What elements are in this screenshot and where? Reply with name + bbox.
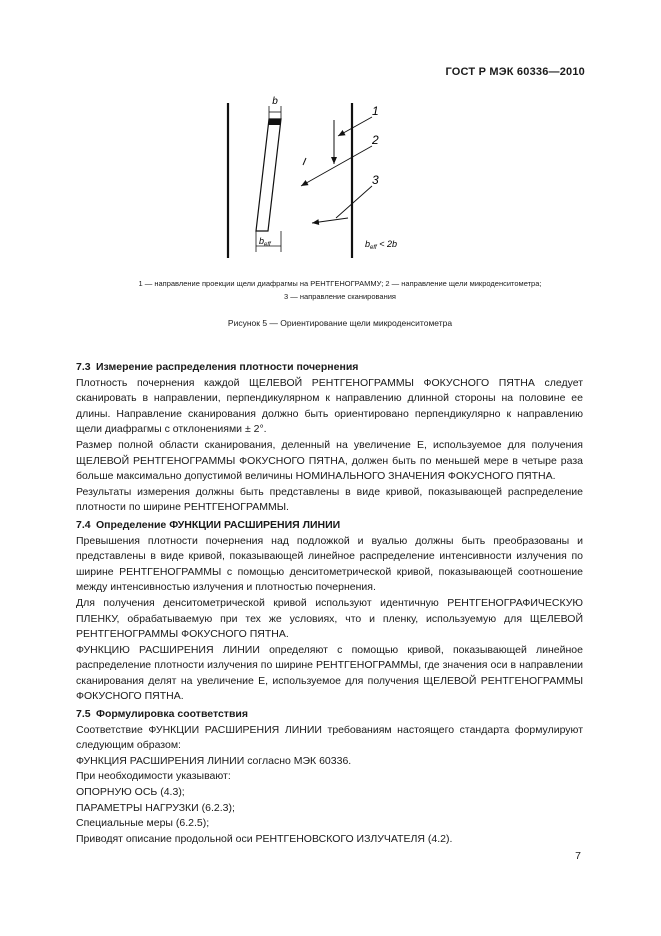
section-7-5-line-5: Специальные меры (6.2.5); xyxy=(76,817,210,830)
figure-5 xyxy=(0,0,661,300)
section-7-3-paragraph-1: Плотность почернения каждой ЩЕЛЕВОЙ РЕНТГЕНОГРАММЫ ФОКУСНОГО ПЯТНА следует сканировать в направлении, перпендикулярном к направлению длинной стороны на половине ее длины. Направление сканирования должно быть ориентировано перпендикулярно к направлению щели диафрагмы с отклонениями ± 2°. xyxy=(76,376,583,436)
section-7-5-line-4: ПАРАМЕТРЫ НАГРУЗКИ (6.2.3); xyxy=(76,801,235,814)
section-7-4-paragraph-3: ФУНКЦИЮ РАСШИРЕНИЯ ЛИНИИ определяют с помощью кривой, показывающей линейное распределение плотности излучения по ширине РЕНТГЕНОГРАММЫ, где значения оси в направлении сканирования делят на увеличение E, используемое для получения ЩЕЛЕВОЙ РЕНТГЕНОГРАММЫ ФОКУСНОГО ПЯТНА. xyxy=(76,643,583,703)
callout-1: 1 xyxy=(372,104,379,118)
section-7-4-paragraph-2: Для получения денситометрической кривой используют идентичную РЕНТГЕНОГРАФИЧЕСКУЮ ПЛЕНКУ, обрабатываемую при тех же условиях, что и пленку, используемую для ЩЕЛЕВОЙ РЕНТГЕНОГРАММЫ ФОКУСНОГО ПЯТНА. xyxy=(76,596,583,641)
slit-direction-tick xyxy=(303,158,306,165)
callout-3: 3 xyxy=(372,173,379,187)
figure-caption: Рисунок 5 — Ориентирование щели микроденситометра xyxy=(227,318,453,328)
section-7-5-line-6: Приводят описание продольной оси РЕНТГЕНОВСКОГО ИЗЛУЧАТЕЛЯ (4.2). xyxy=(76,832,453,845)
section-7-5-paragraph-1: Соответствие ФУНКЦИИ РАСШИРЕНИЯ ЛИНИИ требованиям настоящего стандарта формулируют следующим образом: xyxy=(76,723,583,752)
callout-3-leader xyxy=(336,186,372,218)
label-formula: $b_{eff} < 2b$ xyxy=(365,239,397,251)
slit-rectangle xyxy=(256,119,281,231)
figure-notes-line-1: 1 — направление проекции щели диафрагмы на РЕНТГЕНОГРАММУ; 2 — направление щели микроденситометра; xyxy=(138,279,542,288)
section-7-5-line-1: ФУНКЦИЯ РАСШИРЕНИЯ ЛИНИИ согласно МЭК 60336. xyxy=(76,754,352,767)
callout-1-leader xyxy=(338,117,372,136)
section-7-5-heading: 7.5 Формулировка соответствия xyxy=(76,708,248,721)
section-7-5-line-2: При необходимости указывают: xyxy=(76,770,231,783)
callout-2: 2 xyxy=(372,133,379,147)
section-7-3-heading: 7.3 Измерение распределения плотности почернения xyxy=(76,361,359,373)
document-body xyxy=(76,358,583,847)
slit-orientation-diagram xyxy=(0,0,661,300)
section-7-5-line-3: ОПОРНУЮ ОСЬ (4.3); xyxy=(76,786,185,799)
label-beff: $b_{eff}$ xyxy=(259,236,271,248)
slit-top-edge xyxy=(268,119,281,125)
label-b: b xyxy=(272,96,278,107)
section-7-4-paragraph-1: Превышения плотности почернения над подложкой и вуалью должны быть преобразованы и представлены в виде кривой, показывающей линейное распределение интенсивности излучения по ширине РЕНТГЕНОГРАММЫ с помощью денситометрической кривой, показывающей соотношение между интенсивностью излучения и плотностью почернения. xyxy=(76,534,583,594)
figure-notes-line-2: 3 — направление сканирования xyxy=(283,292,396,301)
section-7-3-paragraph-3: Результаты измерения должны быть представлены в виде кривой, показывающей распределение плотности по ширине РЕНТГЕНОГРАММЫ. xyxy=(76,485,583,514)
document-header: ГОСТ Р МЭК 60336—2010 xyxy=(445,66,585,78)
section-7-3-paragraph-2: Размер полной области сканирования, деленный на увеличение E, используемое для получения ЩЕЛЕВОЙ РЕНТГЕНОГРАММЫ ФОКУСНОГО ПЯТНА, должен быть по меньшей мере в четыре раза больше максимально допустимой величины НОМИНАЛЬНОГО ЗНАЧЕНИЯ ФОКУСНОГО ПЯТНА. xyxy=(76,438,583,483)
section-7-4-heading: 7.4 Определение ФУНКЦИИ РАСШИРЕНИЯ ЛИНИИ xyxy=(76,518,341,531)
callout-2-leader xyxy=(301,146,372,186)
page-number: 7 xyxy=(575,850,581,862)
scan-direction-arrow xyxy=(312,218,348,223)
